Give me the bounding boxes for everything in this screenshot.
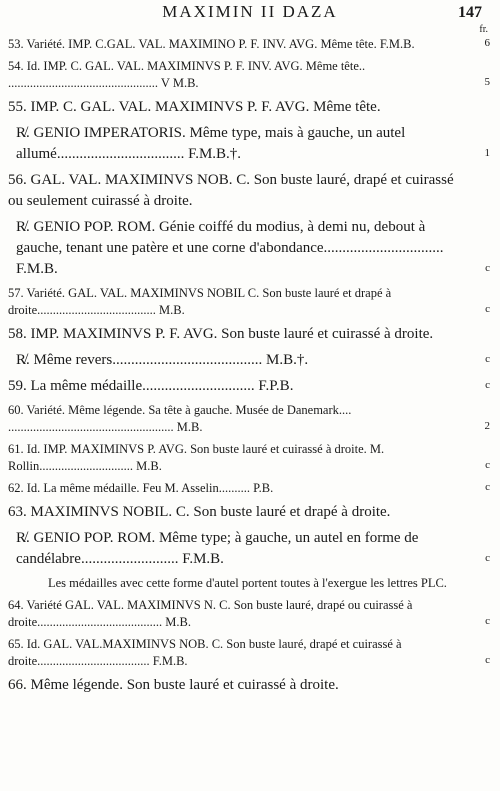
entry-number: 54. [8, 59, 24, 73]
entry-number: 65. [8, 637, 24, 651]
entry-text: GENIO POP. ROM. Génie coiffé du modius, à demi nu, debout à gauche, tenant une patère et une corne d'abondance................................ F.M.B. [16, 219, 444, 277]
entry-text: La même médaille.............................. F.P.B. [30, 378, 294, 394]
entry-number: 53. [8, 37, 24, 51]
reverse-entry [8, 217, 492, 280]
entry-price: 6 [484, 37, 490, 49]
catalog-entry [8, 597, 492, 631]
catalog-entries [8, 36, 492, 701]
entry-price: c [485, 379, 490, 391]
entry-text: GENIO IMPERATORIS. Même type, mais à gauche, un autel allumé.................................. F.M.B.†. [16, 125, 406, 162]
entry-number: 59. [8, 378, 27, 394]
catalog-entry [8, 441, 492, 475]
catalog-entry [8, 402, 492, 436]
entry-number: 61. [8, 442, 24, 456]
price-unit-label: fr. [479, 24, 488, 35]
entry-price: 2 [484, 420, 490, 432]
catalog-entry [8, 36, 492, 53]
catalog-entry [8, 58, 492, 92]
catalog-entry [8, 502, 492, 523]
entry-price: c [485, 481, 490, 493]
entry-price: c [485, 303, 490, 315]
note-text: Les médailles avec cette forme d'autel portent toutes à l'exergue les lettres PLC. [48, 576, 447, 590]
reverse-marker: R̸. [16, 219, 30, 235]
reverse-marker: R̸. [16, 352, 30, 368]
page-header-title: MAXIMIN II DAZA [162, 2, 338, 21]
catalog-entry [8, 636, 492, 670]
reverse-entry [8, 350, 492, 371]
entry-price: 1 [484, 147, 490, 159]
catalog-entry [8, 170, 492, 212]
catalog-entry [8, 285, 492, 319]
entry-number: 58. [8, 326, 27, 342]
entry-price: c [485, 552, 490, 564]
page-number: 147 [458, 4, 482, 21]
entry-price: c [485, 353, 490, 365]
catalog-entry [8, 480, 492, 497]
entry-text: Variété. Même légende. Sa tête à gauche. Musée de Danemark.... ..................................................... M.B. [8, 403, 352, 434]
entry-text: Id. La même médaille. Feu M. Asselin.......... P.B. [26, 481, 274, 495]
entry-number: 62. [8, 481, 24, 495]
entry-price: c [485, 262, 490, 274]
entry-number: 64. [8, 598, 24, 612]
entry-price: c [485, 615, 490, 627]
entry-price: c [485, 459, 490, 471]
entry-text: GENIO POP. ROM. Même type; à gauche, un autel en forme de candélabre.......................... F.M.B. [16, 530, 419, 567]
entry-text: Même légende. Son buste lauré et cuirassé à droite. [30, 677, 339, 693]
reverse-entry [8, 528, 492, 570]
entry-text: Id. IMP. MAXIMINVS P. AVG. Son buste lauré et cuirassé à droite. M. Rollin.............................. M.B. [8, 442, 385, 473]
entry-text: GAL. VAL. MAXIMINVS NOB. C. Son buste lauré, drapé et cuirassé ou seulement cuirassé à droite. [8, 172, 454, 209]
entry-price: c [485, 654, 490, 666]
entry-text: Même revers........................................ M.B.†. [33, 352, 309, 368]
catalog-entry [8, 675, 492, 696]
entry-number: 66. [8, 677, 27, 693]
reverse-marker: R̸. [16, 530, 30, 546]
editorial-note [8, 575, 492, 592]
entry-number: 60. [8, 403, 24, 417]
entry-text: Variété GAL. VAL. MAXIMINVS N. C. Son buste lauré, drapé ou cuirassé à droite........................................ M.B. [8, 598, 413, 629]
catalog-entry [8, 324, 492, 345]
reverse-entry [8, 123, 492, 165]
entry-number: 56. [8, 172, 27, 188]
entry-text: IMP. C. GAL. VAL. MAXIMINVS P. F. AVG. Même tête. [30, 99, 381, 115]
entry-number: 63. [8, 504, 27, 520]
entry-number: 57. [8, 286, 24, 300]
entry-text: Id. IMP. C. GAL. VAL. MAXIMINVS P. F. INV. AVG. Même tête.. ................................................ V M.B. [8, 59, 366, 90]
reverse-marker: R̸. [16, 125, 30, 141]
entry-number: 55. [8, 99, 27, 115]
entry-text: Variété. IMP. C.GAL. VAL. MAXIMINO P. F. INV. AVG. Même tête. F.M.B. [26, 37, 415, 51]
entry-price: 5 [484, 76, 490, 88]
entry-text: Id. GAL. VAL.MAXIMINVS NOB. C. Son buste lauré, drapé et cuirassé à droite.................................... F.M.B. [8, 637, 402, 668]
catalog-entry [8, 376, 492, 397]
entry-text: Variété. GAL. VAL. MAXIMINVS NOBIL C. Son buste lauré et drapé à droite...................................... M.B. [8, 286, 392, 317]
catalog-entry [8, 97, 492, 118]
entry-text: MAXIMINVS NOBIL. C. Son buste lauré et drapé à droite. [30, 504, 391, 520]
entry-text: IMP. MAXIMINVS P. F. AVG. Son buste lauré et cuirassé à droite. [30, 326, 434, 342]
